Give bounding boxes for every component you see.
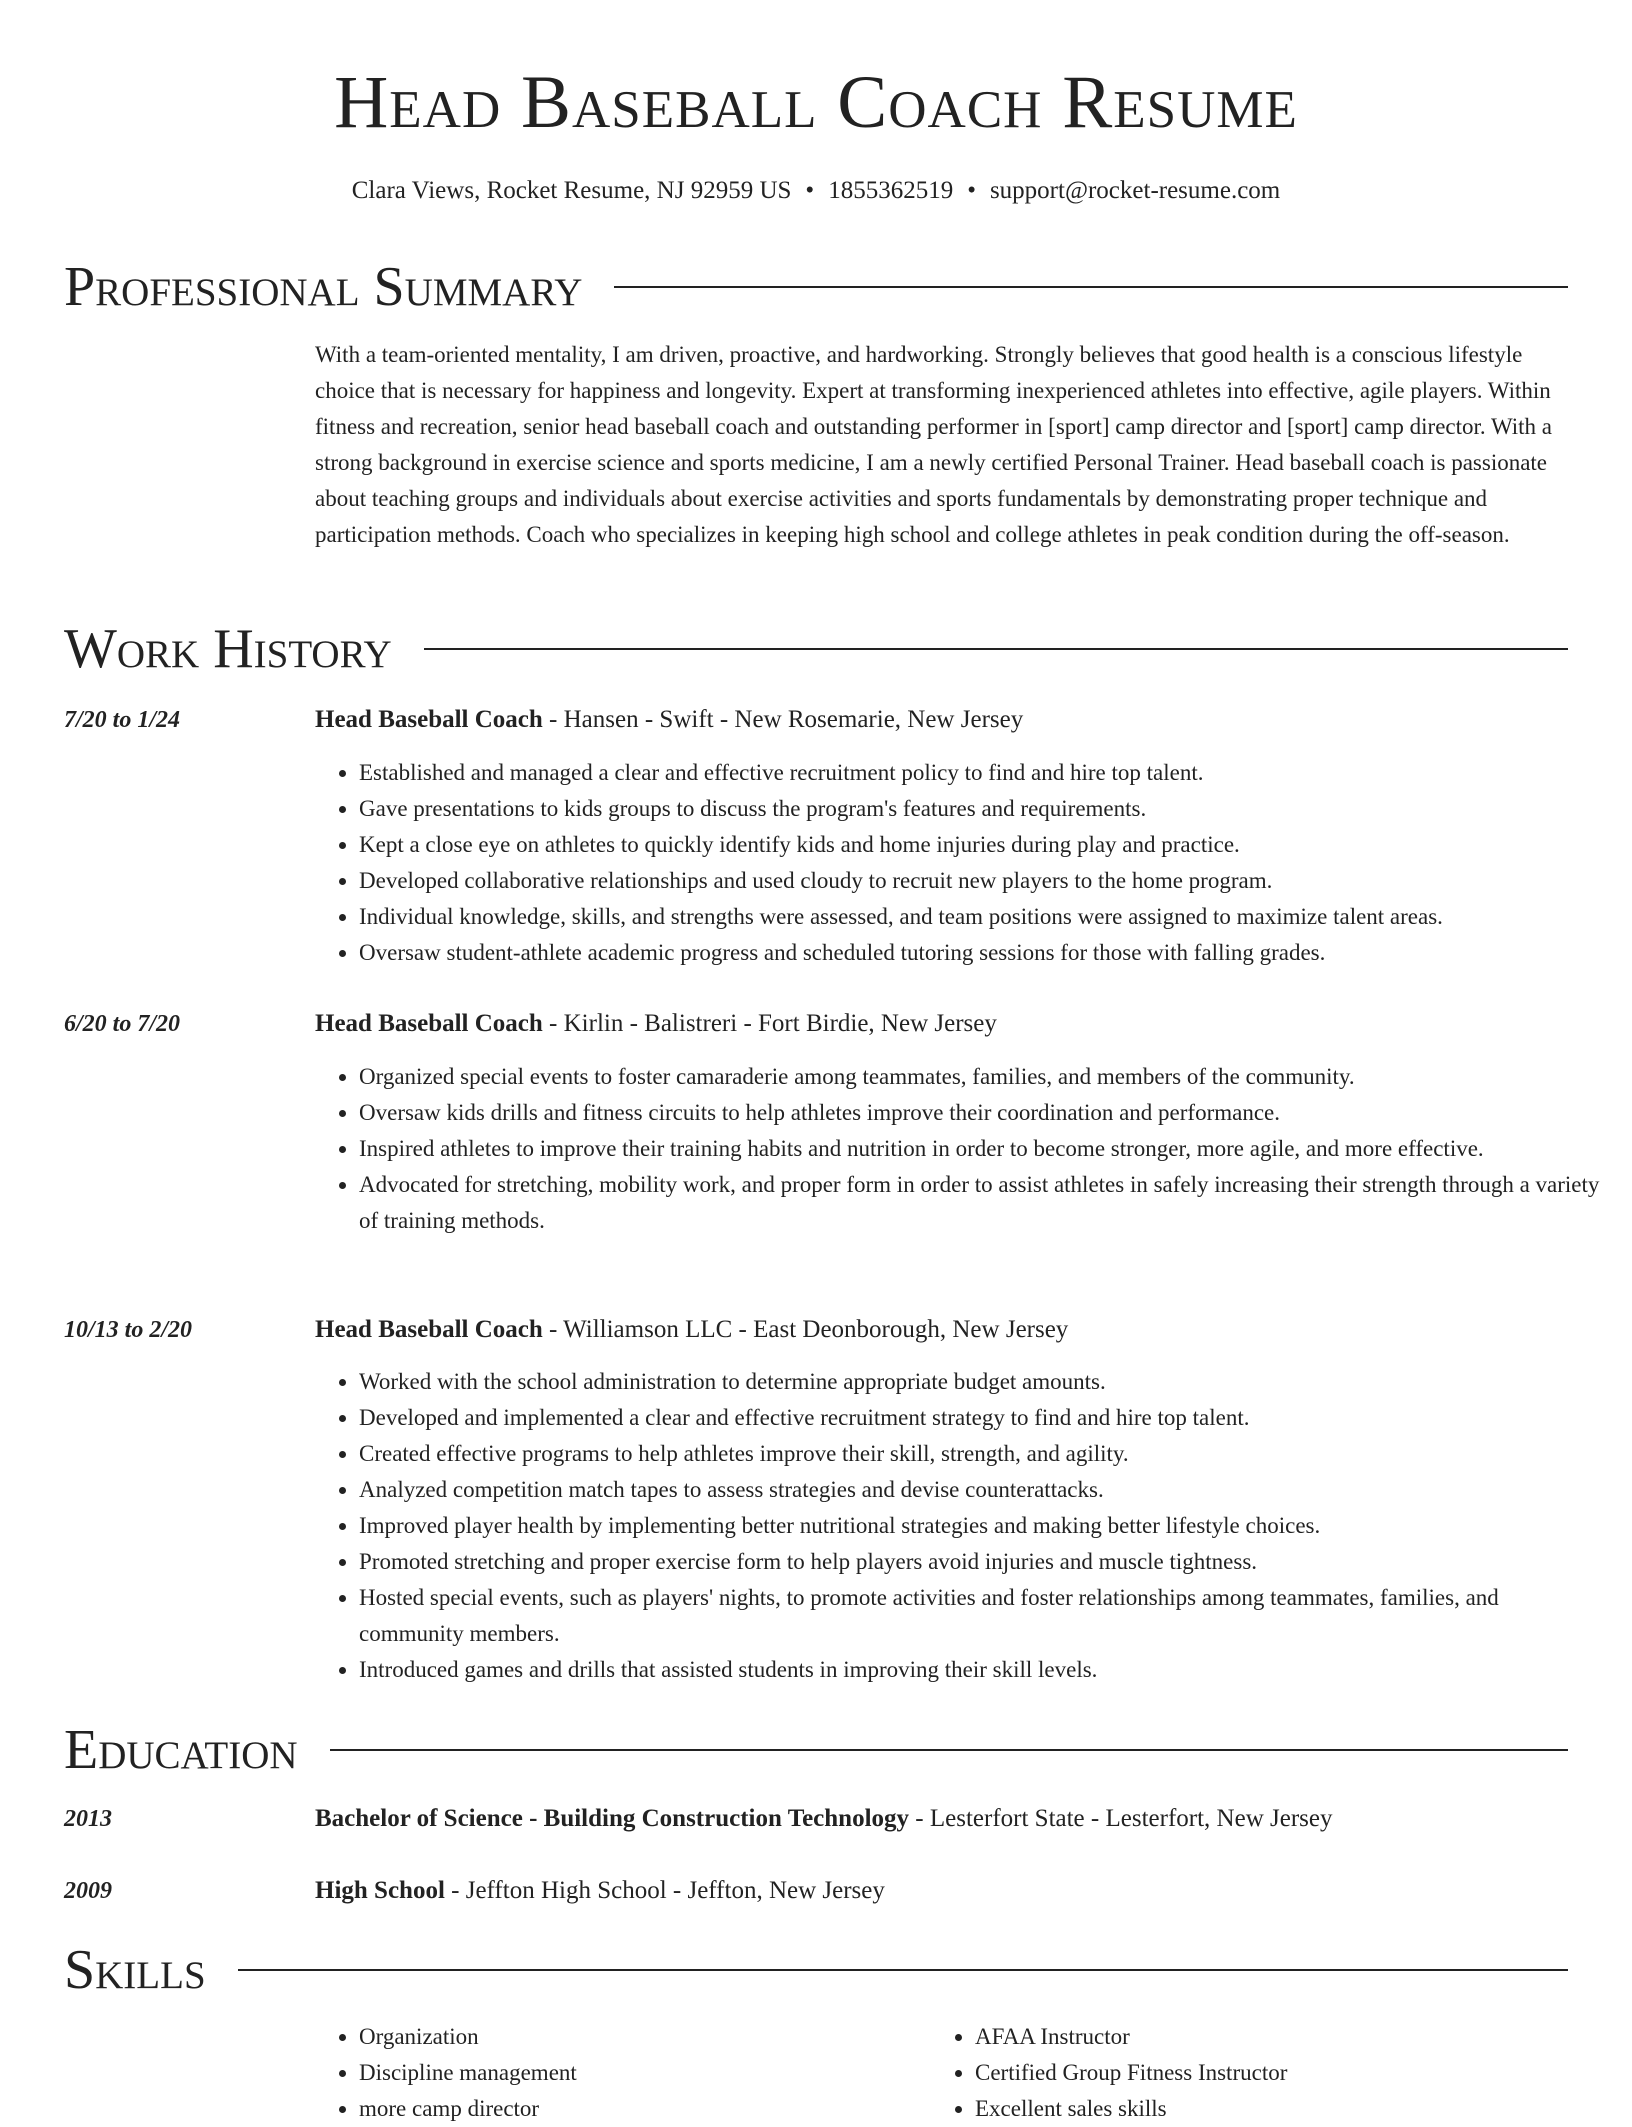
skill-item: • Discipline management bbox=[359, 2055, 939, 2091]
job-bullet: • Hosted special events, such as players' nights, to promote activities and foster relationships among teammates, families, and community members. bbox=[359, 1580, 1609, 1652]
job-bullet: • Individual knowledge, skills, and strengths were assessed, and team positions were assigned to maximize talent areas. bbox=[359, 899, 1609, 935]
section-divider bbox=[238, 1969, 1568, 1971]
skill-item: • Certified Group Fitness Instructor bbox=[975, 2055, 1595, 2091]
job-bullet: • Gave presentations to kids groups to discuss the program's features and requirements. bbox=[359, 791, 1609, 827]
job-bullets bbox=[315, 755, 1609, 971]
job-bullet: • Analyzed competition match tapes to assess strategies and devise counterattacks. bbox=[359, 1472, 1609, 1508]
job-bullet: • Oversaw kids drills and fitness circuits to help athletes improve their coordination and performance. bbox=[359, 1095, 1609, 1131]
job-bullets bbox=[315, 1364, 1609, 1688]
section-divider bbox=[614, 286, 1568, 288]
job-bullet: • Worked with the school administration to determine appropriate budget amounts. bbox=[359, 1364, 1609, 1400]
section-title-work: Work History bbox=[64, 618, 392, 680]
contact-separator: • bbox=[805, 177, 815, 204]
education-year: 2009 bbox=[64, 1878, 112, 1904]
skill-item: • Organization bbox=[359, 2019, 939, 2055]
job-employer: - Kirlin - Balistreri - Fort Birdie, New Jersey bbox=[542, 1010, 997, 1037]
skill-item: • more camp director bbox=[359, 2091, 939, 2127]
contact-email: support@rocket-resume.com bbox=[989, 177, 1281, 204]
contact-line bbox=[0, 175, 1632, 207]
job-employer: - Williamson LLC - East Deonborough, New Jersey bbox=[542, 1316, 1069, 1343]
job-bullet: • Organized special events to foster camaraderie among teammates, families, and members of the community. bbox=[359, 1059, 1609, 1095]
education-entry bbox=[315, 1874, 1565, 1908]
job-bullet: • Inspired athletes to improve their training habits and nutrition in order to become stronger, more agile, and more effective. bbox=[359, 1131, 1609, 1167]
job-bullet: • Kept a close eye on athletes to quickly identify kids and home injuries during play and practice. bbox=[359, 827, 1609, 863]
job-bullet: • Created effective programs to help athletes improve their skill, strength, and agility. bbox=[359, 1436, 1609, 1472]
section-title-summary: Professional Summary bbox=[64, 256, 583, 318]
section-title-skills: Skills bbox=[64, 1939, 206, 2001]
job-bullet: • Developed collaborative relationships and used cloudy to recruit new players to the home program. bbox=[359, 863, 1609, 899]
job-title: Head Baseball Coach bbox=[315, 1010, 543, 1037]
job-bullet: • Improved player health by implementing better nutritional strategies and making better lifestyle choices. bbox=[359, 1508, 1609, 1544]
summary-text: With a team-oriented mentality, I am driven, proactive, and hardworking. Strongly believes that good health is a conscious lifestyle choice that is necessary for happiness and longevity. Expert at transforming inexperienced athletes into effective, agile players. Within fitness and recreation, senior head baseball coach and outstanding performer in [sport] camp director and [sport] camp director. With a strong background in exercise science and sports medicine, I am a newly certified Personal Trainer. Head baseball coach is passionate about teaching groups and individuals about exercise activities and sports fundamentals by demonstrating proper technique and participation methods. Coach who specializes in keeping high school and college athletes in peak condition during the off-season. bbox=[315, 342, 1553, 547]
contact-separator: • bbox=[967, 177, 976, 204]
job-heading bbox=[315, 1313, 1565, 1347]
job-bullet: • Introduced games and drills that assisted students in improving their skill levels. bbox=[359, 1652, 1609, 1688]
job-dates: 7/20 to 1/24 bbox=[64, 707, 181, 733]
skills-list-right bbox=[931, 2019, 1595, 2127]
section-divider bbox=[424, 648, 1568, 650]
job-heading bbox=[315, 703, 1565, 737]
education-school: - Jeffton High School - Jeffton, New Jersey bbox=[444, 1877, 885, 1904]
section-header-work bbox=[64, 614, 1568, 684]
job-bullets bbox=[315, 1059, 1609, 1239]
section-header-education bbox=[64, 1715, 1568, 1785]
job-title: Head Baseball Coach bbox=[315, 706, 543, 733]
job-bullet: • Oversaw student-athlete academic progress and scheduled tutoring sessions for those with falling grades. bbox=[359, 935, 1609, 971]
section-header-summary bbox=[64, 252, 1568, 322]
education-entry bbox=[315, 1802, 1565, 1836]
job-bullet: • Developed and implemented a clear and effective recruitment strategy to find and hire top talent. bbox=[359, 1400, 1609, 1436]
skill-item: • Excellent sales skills bbox=[975, 2091, 1595, 2127]
contact-address: Clara Views, Rocket Resume, NJ 92959 US bbox=[351, 177, 792, 204]
contact-phone: 1855362519 bbox=[828, 177, 954, 204]
education-degree: Bachelor of Science - Building Construction Technology bbox=[315, 1805, 910, 1832]
job-employer: - Hansen - Swift - New Rosemarie, New Jersey bbox=[542, 706, 1024, 733]
job-dates: 6/20 to 7/20 bbox=[64, 1011, 181, 1037]
section-header-skills bbox=[64, 1935, 1568, 2005]
job-bullet: • Advocated for stretching, mobility work, and proper form in order to assist athletes in safely increasing their strength through a variety of training methods. bbox=[359, 1167, 1609, 1239]
job-heading bbox=[315, 1007, 1565, 1041]
resume-title: Head Baseball Coach Resume bbox=[334, 61, 1298, 144]
section-divider bbox=[330, 1749, 1568, 1751]
education-year: 2013 bbox=[64, 1806, 112, 1832]
education-degree: High School bbox=[315, 1877, 445, 1904]
job-bullet: • Promoted stretching and proper exercise form to help players avoid injuries and muscle tightness. bbox=[359, 1544, 1609, 1580]
skills-list-left bbox=[315, 2019, 939, 2127]
job-bullet: • Established and managed a clear and effective recruitment policy to find and hire top talent. bbox=[359, 755, 1609, 791]
job-title: Head Baseball Coach bbox=[315, 1316, 543, 1343]
skill-item: • AFAA Instructor bbox=[975, 2019, 1595, 2055]
section-title-education: Education bbox=[64, 1719, 298, 1781]
education-school: - Lesterfort State - Lesterfort, New Jersey bbox=[909, 1805, 1333, 1832]
job-dates: 10/13 to 2/20 bbox=[64, 1317, 193, 1343]
